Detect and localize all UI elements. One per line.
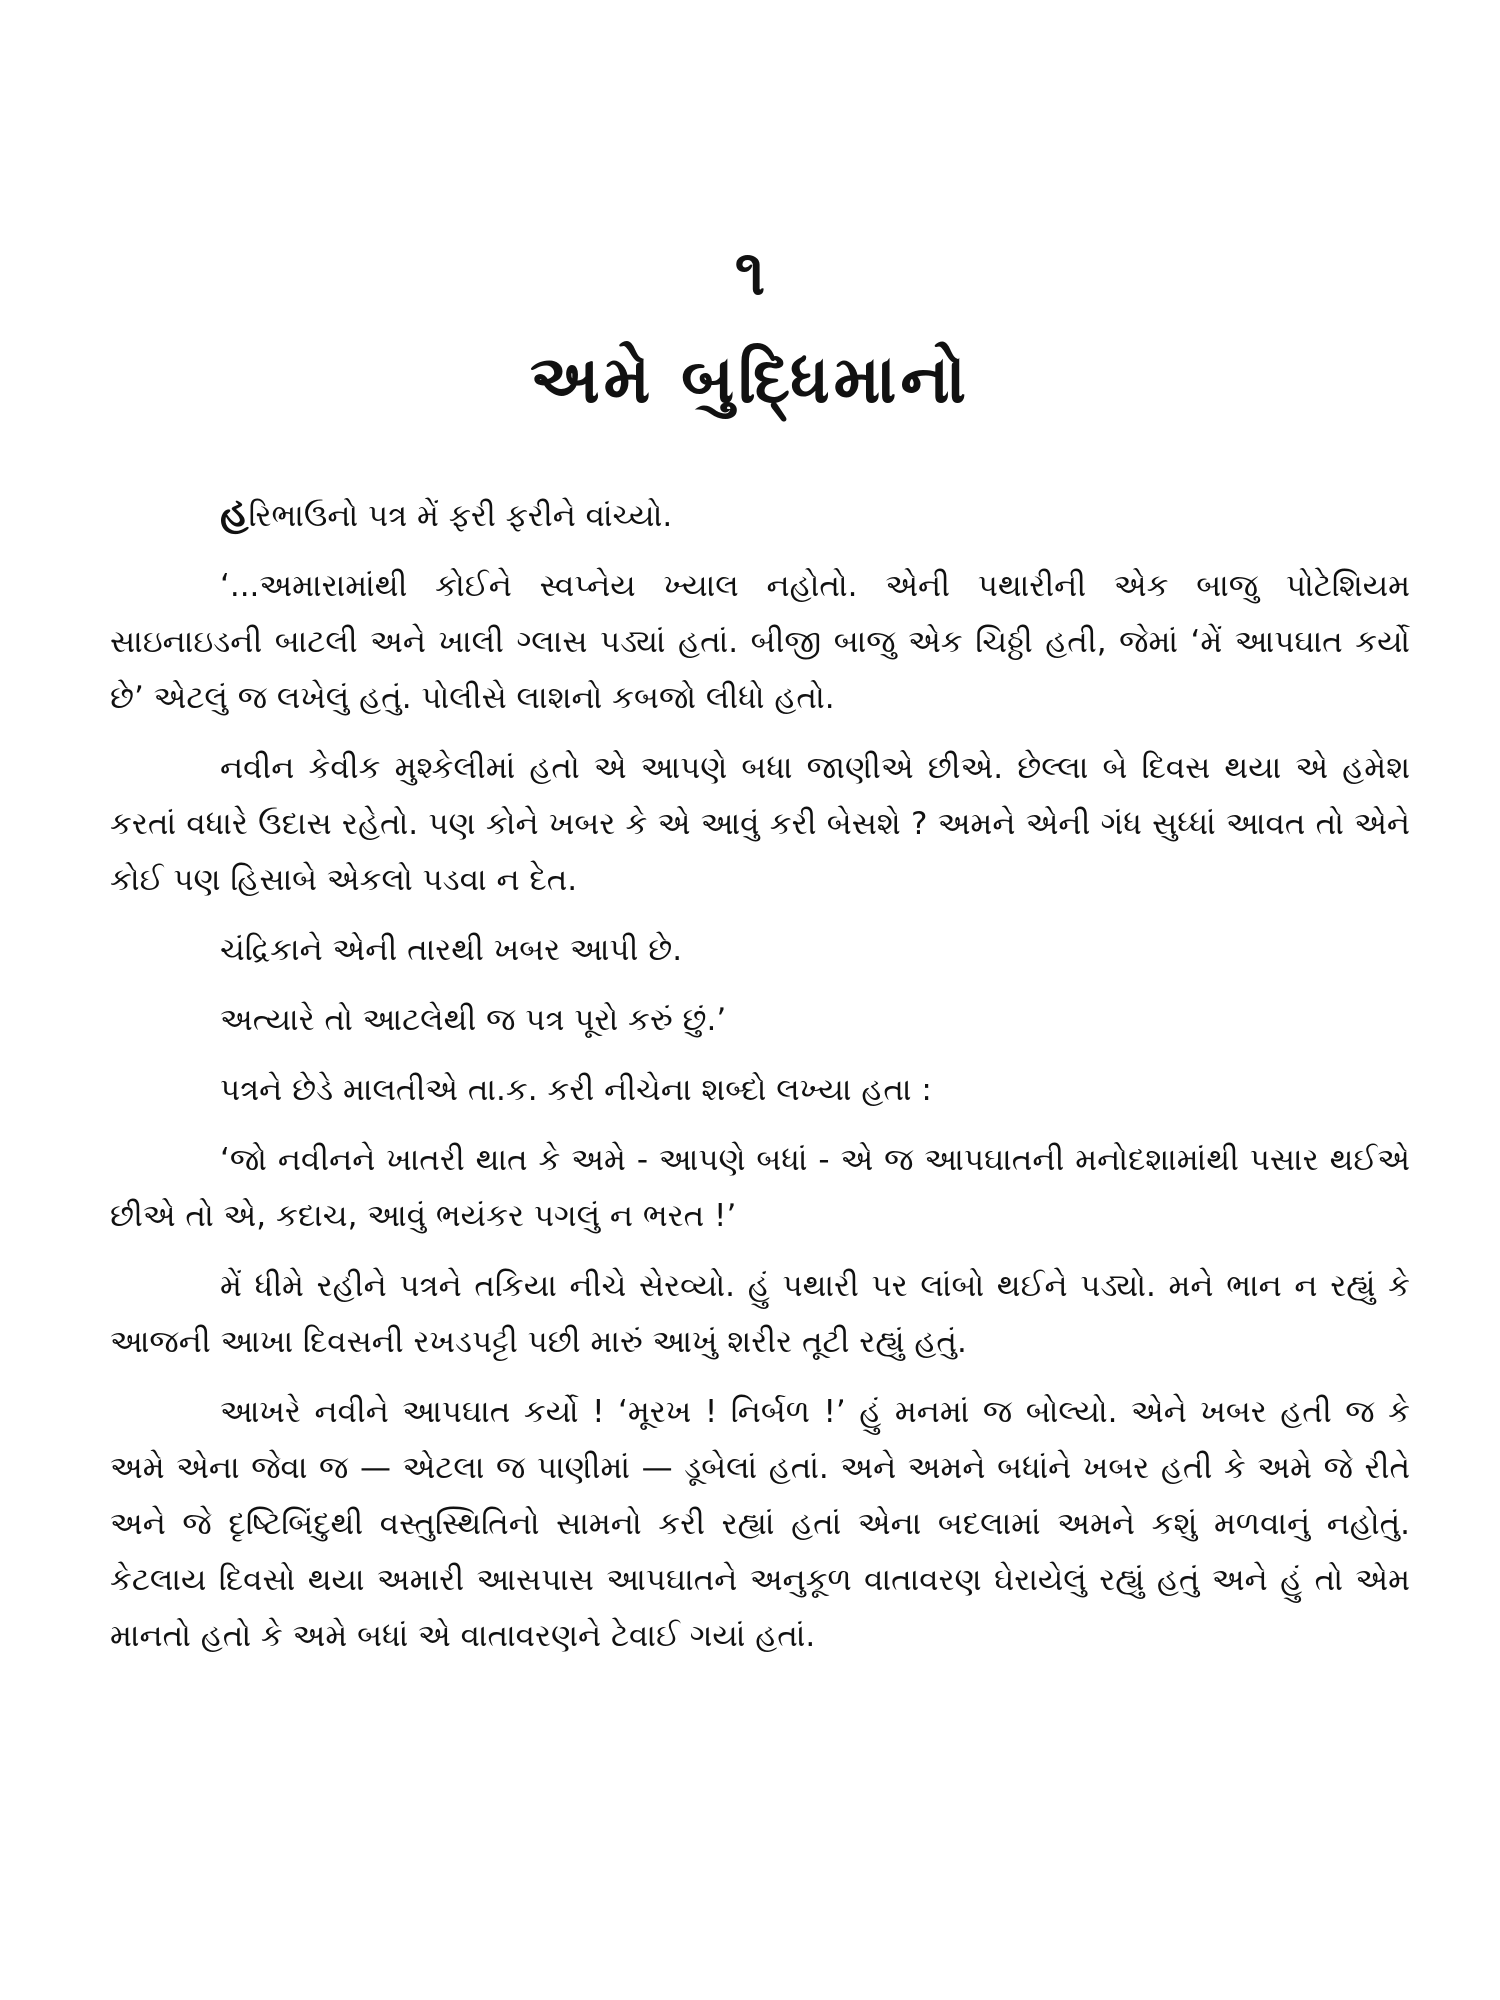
paragraph-4: ચંદ્રિકાને એની તારથી ખબર આપી છે. — [220, 932, 683, 968]
paragraph-2: ‘...અમારામાંથી કોઈને સ્વપ્નેય ખ્યાલ નહોતો. એની પથારીની એક બાજુ પોટેશિયમ સાઇનાઇડની બાટલી અને ખાલી ગ્લાસ પડ્યાં હતાં. બીજી બાજુ એક ચિઠ્ઠી હતી, જેમાં ‘મેં આપઘાત કર્યો છે’ એટલું જ લખેલું હતું. પોલીસે લાશનો કબજો લીધો હતો. — [110, 568, 1410, 716]
paragraph-8: મેં ધીમે રહીને પત્રને તકિયા નીચે સેરવ્યો. હું પથારી પર લાંબો થઈને પડ્યો. મને ભાન ન રહ્યું કે આજની આખા દિવસની રખડપટ્ટી પછી મારું આખું શરીર તૂટી રહ્યું હતું. — [110, 1268, 1410, 1360]
chapter-body — [110, 485, 1410, 1678]
paragraph-text: રિભાઉનો પત્ર મેં ફરી ફરીને વાંચ્યો. — [248, 498, 673, 534]
paragraph-3: નવીન કેવીક મુશ્કેલીમાં હતો એ આપણે બધા જાણીએ છીએ. છેલ્લા બે દિવસ થયા એ હમેશ કરતાં વધારે ઉદાસ રહેતો. પણ કોને ખબર કે એ આવું કરી બેસશે ? અમને એની ગંધ સુધ્ધાં આવત તો એને કોઈ પણ હિસાબે એકલો પડવા ન દેત. — [110, 750, 1410, 898]
chapter-number: ૧ — [734, 236, 766, 309]
paragraph-1 — [110, 485, 1410, 544]
paragraph-7: ‘જો નવીનને ખાતરી થાત કે અમે - આપણે બધાં - એ જ આપઘાતની મનોદશામાંથી પસાર થઈએ છીએ તો એ, કદાચ, આવું ભયંકર પગલું ન ભરત !’ — [110, 1142, 1410, 1234]
paragraph-6: પત્રને છેડે માલતીએ તા.ક. કરી નીચેના શબ્દો લખ્યા હતા : — [220, 1072, 932, 1108]
paragraph-5: અત્યારે તો આટલેથી જ પત્ર પૂરો કરું છું.’ — [220, 1002, 727, 1038]
drop-cap: હ — [220, 490, 249, 536]
chapter-title: અમે બુદ્ધિમાનો — [529, 341, 971, 418]
paragraph-9: આખરે નવીને આપઘાત કર્યો ! ‘મૂરખ ! નિર્બળ !’ હું મનમાં જ બોલ્યો. એને ખબર હતી જ કે અમે એના જેવા જ — એટલા જ પાણીમાં — ડૂબેલાં હતાં. અને અમને બધાંને ખબર હતી કે અમે જે રીતે અને જે દૃષ્ટિબિંદુથી વસ્તુસ્થિતિનો સામનો કરી રહ્યાં હતાં એના બદલામાં અમને કશું મળવાનું નહોતું. કેટલાય દિવસો થયા અમારી આસપાસ આપઘાતને અનુકૂળ વાતાવરણ ઘેરાયેલું રહ્યું હતું અને હું તો એમ માનતો હતો કે અમે બધાં એ વાતાવરણને ટેવાઈ ગયાં હતાં. — [110, 1394, 1410, 1654]
